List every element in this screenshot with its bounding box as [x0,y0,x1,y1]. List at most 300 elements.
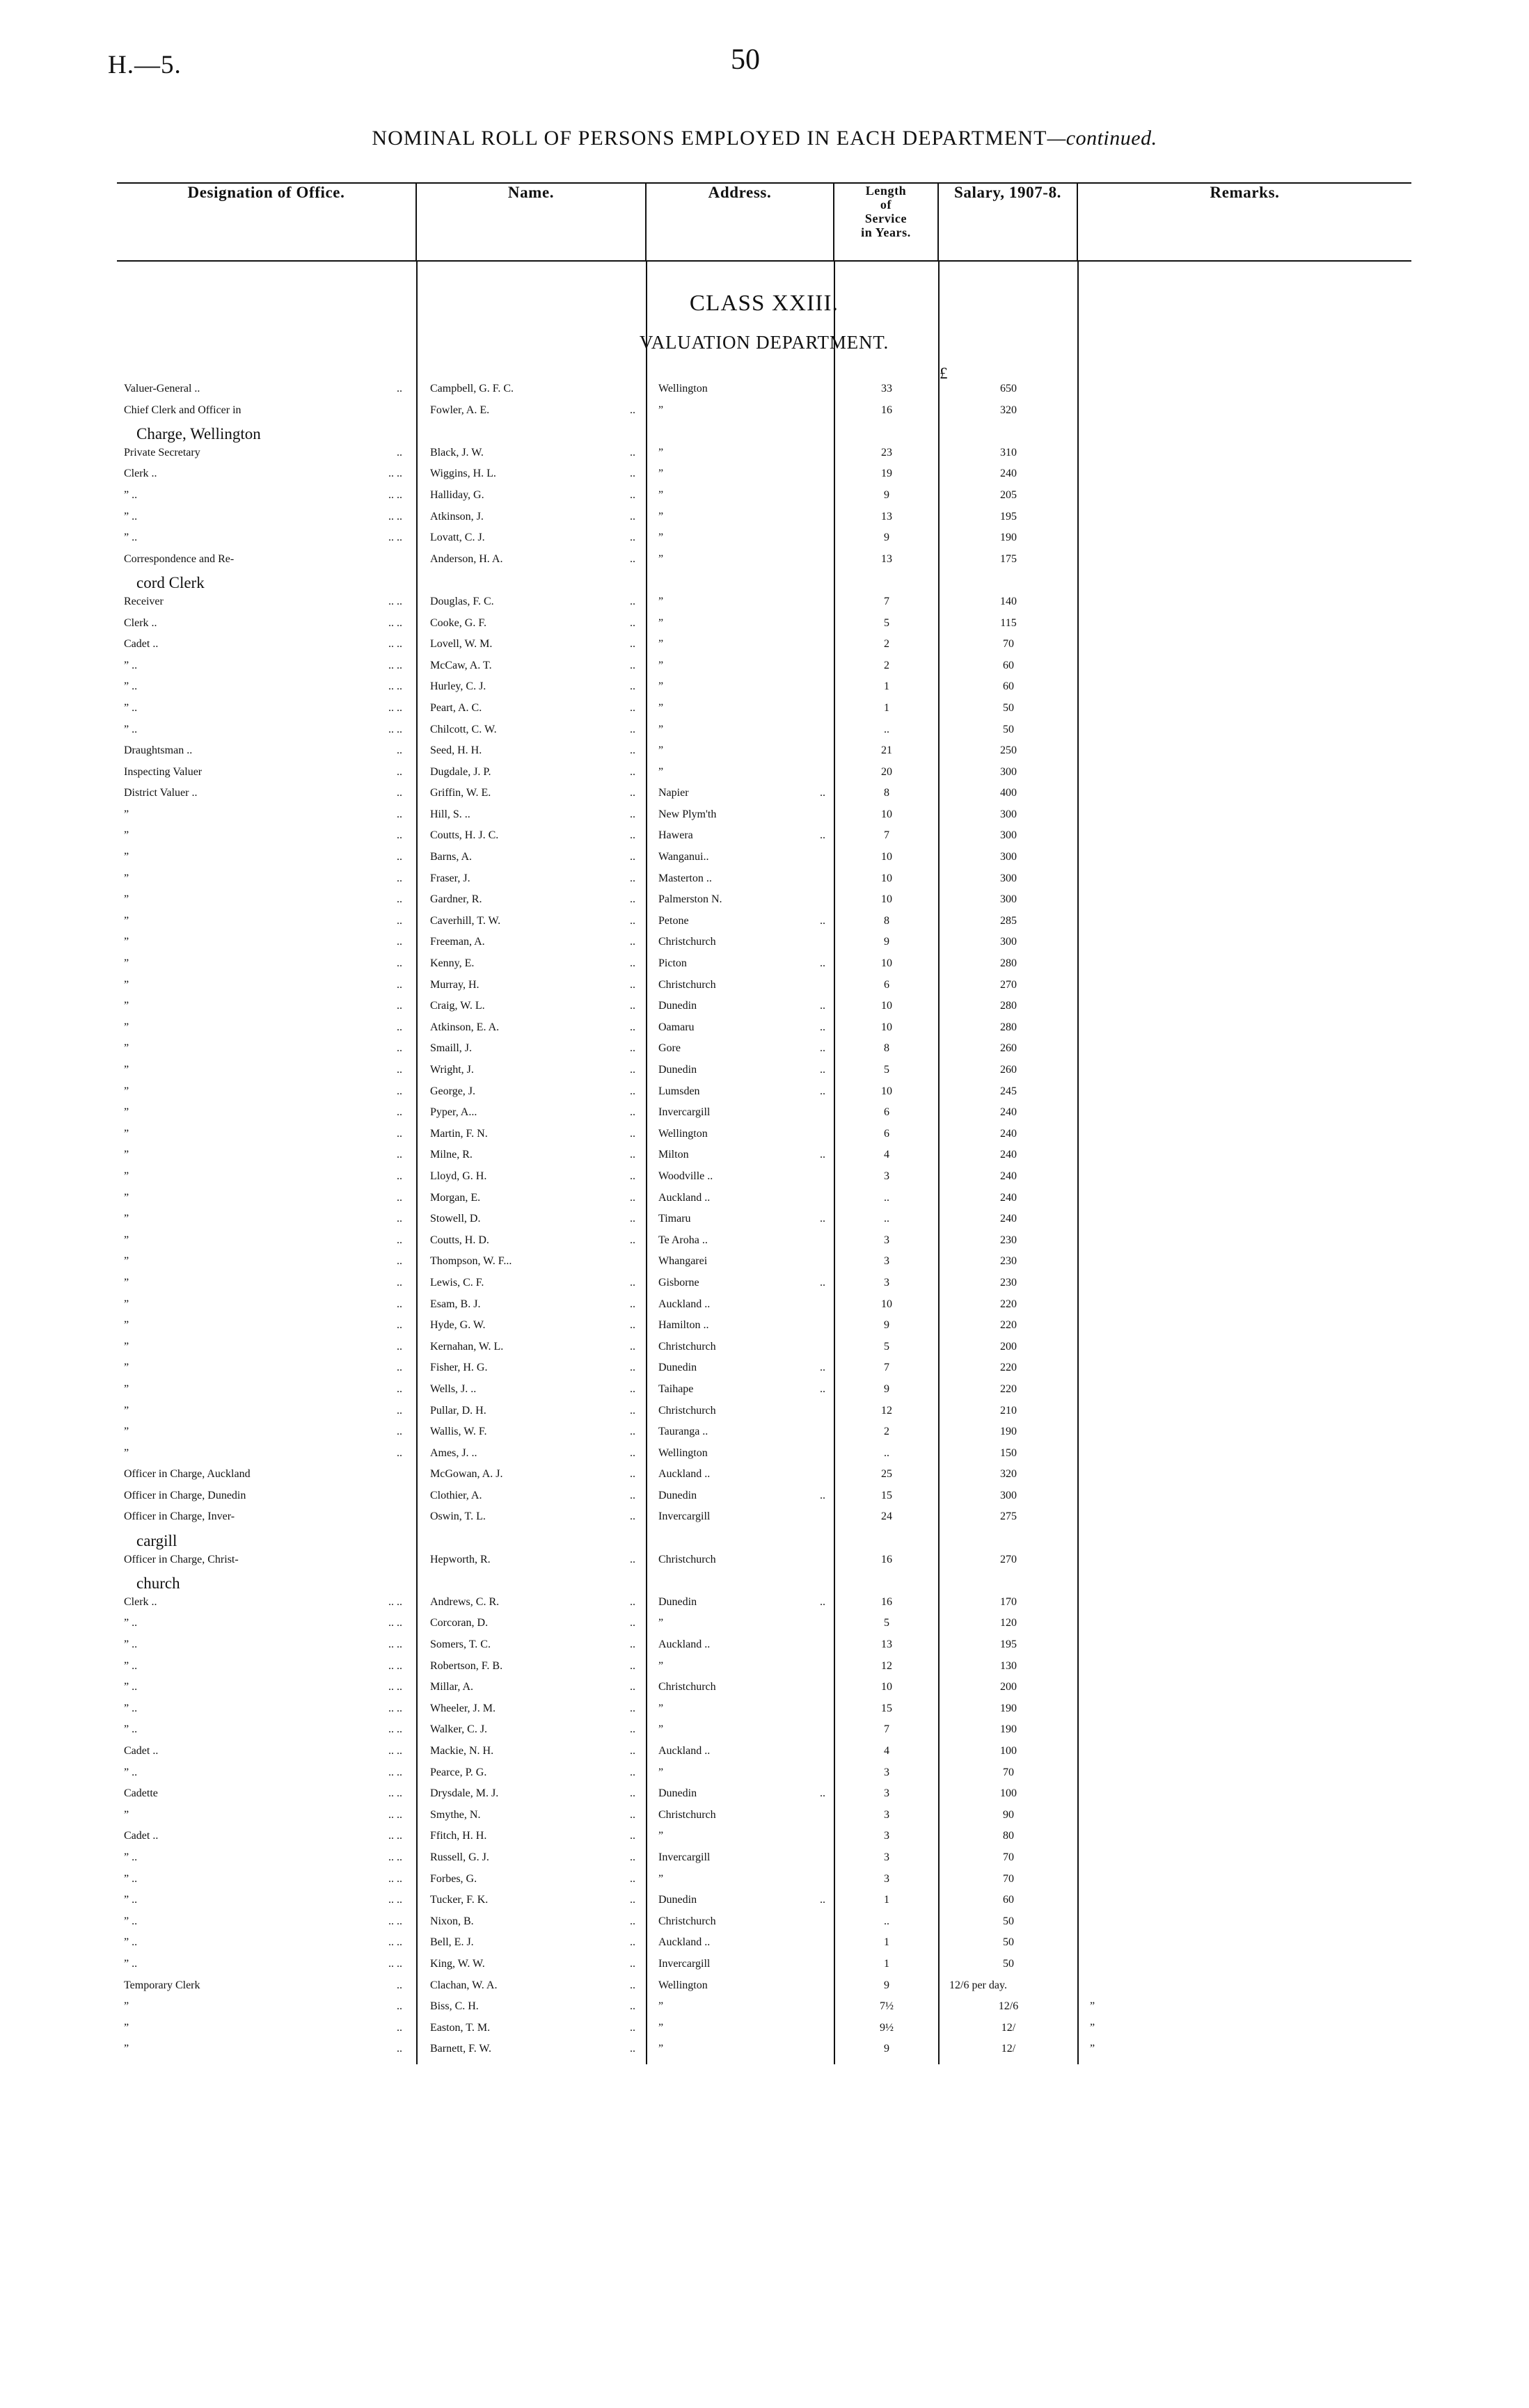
cell-salary: 190 [938,1723,1077,1736]
name-leader-dots: .. [630,851,635,863]
cell-designation [117,489,416,502]
name-leader-dots: .. [630,1362,635,1374]
cell-name [416,1128,646,1140]
table-row [117,447,1411,468]
cell-name [416,1873,646,1885]
designation-text: ” .. [124,532,138,544]
designation-text: ” [124,851,129,863]
name-text: Mackie, N. H. [430,1745,494,1757]
name-leader-dots: .. [630,638,635,651]
table-row [117,915,1411,936]
cell-name [416,1596,646,1609]
name-leader-dots: .. [630,1787,635,1800]
name-leader-dots: .. [630,488,635,501]
cell-designation [117,404,416,417]
name-leader-dots: .. [630,616,635,629]
designation-text: ” [124,2021,129,2034]
designation-leader-dots: .. [397,1042,402,1055]
designation-leader-dots: .. .. [388,1851,402,1863]
service-head-line3: Service [864,212,908,226]
address-leader-dots: .. [820,1149,825,1161]
cell-salary: 245 [938,1085,1077,1098]
cell-address [646,1851,834,1864]
cell-salary: 100 [938,1745,1077,1757]
address-text: Oamaru [658,1021,695,1033]
cell-salary: 280 [938,957,1077,970]
address-text: ” [658,2000,664,2013]
cell-remarks: ” [1077,2022,1411,2034]
name-text: Barns, A. [430,851,472,863]
name-text: Milne, R. [430,1149,473,1161]
table-row [117,1979,1411,2001]
cell-address [646,1085,834,1098]
designation-text: ” [124,1106,129,1119]
cell-salary: 300 [938,829,1077,842]
table-row [117,1128,1411,1149]
cell-salary: 190 [938,1703,1077,1715]
cell-designation [117,979,416,991]
cell-designation [117,1660,416,1673]
cell-service-years: 1 [834,702,938,715]
address-text: Hamilton .. [658,1319,709,1332]
designation-leader-dots: .. [397,2021,402,2034]
cell-designation [117,2043,416,2055]
cell-designation [117,766,416,779]
address-leader-dots: .. [820,1276,825,1289]
cell-service-years: 3 [834,1830,938,1842]
table-row [117,702,1411,724]
cell-address [646,1277,834,1289]
name-leader-dots: .. [630,1426,635,1438]
cell-service-years: 13 [834,553,938,566]
cell-salary: 270 [938,979,1077,991]
cell-designation [117,1809,416,1821]
name-leader-dots: .. [630,1404,635,1417]
table-row [117,1383,1411,1405]
address-text: Hawera [658,829,693,842]
designation-leader-dots: .. [397,1426,402,1438]
address-leader-dots: .. [820,1362,825,1374]
cell-designation [117,468,416,480]
cell-salary: 300 [938,1490,1077,1502]
address-leader-dots: .. [820,1595,825,1608]
designation-leader-dots: .. [397,1085,402,1097]
designation-leader-dots: .. .. [388,488,402,501]
cell-designation [117,1106,416,1119]
column-header-service [834,183,938,261]
address-leader-dots: .. [820,829,825,842]
cell-name [416,2043,646,2055]
table-row [117,1405,1411,1426]
name-leader-dots: .. [630,1936,635,1949]
cell-address [646,702,834,715]
cell-name [416,1341,646,1353]
table-row [117,1000,1411,1021]
cell-name [416,851,646,863]
designation-leader-dots: .. [397,1276,402,1289]
designation-leader-dots: .. .. [388,1723,402,1736]
address-text: Auckland .. [658,1468,711,1481]
name-text: Ames, J. .. [430,1446,477,1459]
designation-leader-dots: .. .. [388,701,402,714]
table-row [117,468,1411,489]
cell-address [646,1149,834,1161]
cell-name [416,532,646,544]
cell-designation [117,1085,416,1098]
name-text: Coutts, H. D. [430,1234,489,1246]
address-text: ” [658,1723,664,1736]
cell-service-years: 9 [834,1319,938,1332]
cell-name [416,2022,646,2034]
cell-name [416,1638,646,1651]
cell-salary: 240 [938,1170,1077,1183]
address-text: Auckland .. [658,1936,711,1949]
address-text: Timaru [658,1213,691,1225]
cell-salary: 50 [938,724,1077,736]
name-text: Douglas, F. C. [430,595,494,607]
table-row [117,1426,1411,1447]
name-text: Oswin, T. L. [430,1510,486,1523]
cell-address [646,1490,834,1502]
designation-text: ” .. [124,1681,138,1693]
nominal-roll-table [117,182,1411,2064]
designation-text: ” .. [124,488,138,501]
cell-salary: 100 [938,1787,1077,1800]
designation-text: ” [124,1404,129,1417]
cell-service-years: 8 [834,787,938,799]
cell-service-years: 10 [834,893,938,906]
name-text: Esam, B. J. [430,1298,481,1310]
name-leader-dots: .. [630,510,635,523]
cell-designation [117,680,416,693]
designation-leader-dots: .. .. [388,1830,402,1842]
cell-service-years: 3 [834,1873,938,1885]
name-leader-dots: .. [630,957,635,970]
designation-leader-dots: .. [397,1255,402,1268]
designation-text: ” [124,978,129,991]
cell-salary: 70 [938,1873,1077,1885]
address-text: Gisborne [658,1276,699,1289]
table-row [117,1767,1411,1788]
cell-designation [117,1681,416,1693]
cell-service-years: 16 [834,1554,938,1566]
cell-address [646,1809,834,1821]
cell-designation [117,553,416,566]
name-leader-dots: .. [630,1042,635,1055]
designation-text: ” [124,1255,129,1268]
name-leader-dots: .. [630,765,635,778]
designation-leader-dots: .. [397,851,402,863]
cell-address [646,1596,834,1609]
designation-text: Correspondence and Re- [124,552,235,565]
cell-service-years: 12 [834,1405,938,1417]
name-text: Nixon, B. [430,1915,474,1927]
name-text: Pyper, A... [430,1106,477,1119]
cell-designation [117,1341,416,1353]
table-row [117,532,1411,553]
column-header-salary: Salary, 1907-8. [938,183,1077,261]
cell-designation [117,1915,416,1928]
name-leader-dots: .. [630,1510,635,1523]
cell-address [646,1915,834,1928]
address-text: Auckland .. [658,1638,711,1651]
designation-leader-dots: .. [397,2043,402,2055]
name-text: Hill, S. .. [430,808,470,820]
cell-address [646,2022,834,2034]
cell-name [416,1021,646,1034]
designation-leader-dots: .. [397,744,402,757]
cell-service-years: 4 [834,1149,938,1161]
name-text: Kenny, E. [430,957,475,970]
cell-service-years: 21 [834,744,938,757]
cell-address [646,1660,834,1673]
address-text: Dunedin [658,1362,697,1374]
designation-text: ” .. [124,510,138,523]
cell-name [416,915,646,927]
cell-address [646,1703,834,1715]
cell-service-years: 10 [834,851,938,863]
roll-title [0,127,1529,150]
cell-name [416,787,646,799]
address-text: ” [658,468,664,480]
cell-address [646,1000,834,1012]
cell-service-years: 8 [834,915,938,927]
address-leader-dots: .. [820,1382,825,1395]
address-text: ” [658,404,664,416]
designation-leader-dots: .. [397,1362,402,1374]
roll-rows [117,383,1411,2064]
cell-name [416,468,646,480]
cell-address [646,851,834,863]
designation-text: ” [124,914,129,927]
table-row [117,1277,1411,1298]
column-header-remarks: Remarks. [1077,183,1411,261]
table-body-area [117,262,1411,2064]
cell-address [646,1426,834,1438]
cell-name [416,702,646,715]
cell-name [416,680,646,693]
table-row [117,1638,1411,1660]
cell-address [646,1468,834,1481]
designation-leader-dots: .. [397,808,402,820]
cell-salary: 220 [938,1383,1077,1396]
address-text: ” [658,1617,664,1629]
table-row [117,553,1411,575]
address-text: Wellington [658,383,708,394]
cell-service-years: 33 [834,383,938,395]
table-row [117,1064,1411,1085]
name-leader-dots: .. [630,2021,635,2034]
table-row [117,1106,1411,1128]
name-text: Coutts, H. J. C. [430,829,499,842]
designation-leader-dots: .. [397,765,402,778]
name-text: Atkinson, E. A. [430,1021,500,1033]
name-leader-dots: .. [630,1808,635,1821]
name-text: Tucker, F. K. [430,1894,489,1906]
cell-service-years: 7 [834,1362,938,1374]
address-text: Invercargill [658,1957,711,1970]
cell-designation [117,532,416,544]
address-text: ” [658,510,664,523]
cell-name [416,1447,646,1460]
cell-service-years: 3 [834,1234,938,1247]
cell-salary: 12/6 [938,2000,1077,2013]
address-text: Masterton .. [658,872,712,884]
cell-salary: 250 [938,744,1077,757]
name-leader-dots: .. [630,1021,635,1033]
table-row [117,1490,1411,1511]
cell-address [646,1192,834,1204]
designation-text: ” .. [124,1915,138,1927]
cell-address [646,404,834,417]
cell-service-years: 13 [834,511,938,523]
cell-name [416,1106,646,1119]
cell-salary: 170 [938,1596,1077,1609]
address-text: ” [658,680,664,693]
column-header-address: Address. [646,183,834,261]
designation-leader-dots: .. .. [388,1872,402,1885]
name-leader-dots: .. [630,701,635,714]
name-leader-dots: .. [630,532,635,544]
cell-salary: 320 [938,1468,1077,1481]
name-text: Freeman, A. [430,936,485,948]
cell-name [416,638,646,651]
name-leader-dots: .. [630,1234,635,1246]
cell-designation [117,1638,416,1651]
designation-leader-dots: .. .. [388,1808,402,1821]
address-text: Invercargill [658,1510,711,1523]
designation-text: ” [124,2000,129,2013]
address-leader-dots: .. [820,1042,825,1055]
address-text: Dunedin [658,1787,697,1800]
cell-address [646,1723,834,1736]
cell-name [416,1894,646,1906]
cell-designation [117,1851,416,1864]
cell-service-years: 10 [834,1021,938,1034]
cell-designation [117,893,416,906]
cell-service-years: .. [834,1213,938,1225]
name-text: Wells, J. .. [430,1382,477,1395]
cell-service-years: 6 [834,1128,938,1140]
name-leader-dots: .. [630,2043,635,2055]
cell-designation [117,1192,416,1204]
cell-salary: 200 [938,1681,1077,1693]
name-text: Clachan, W. A. [430,1979,498,1991]
designation-leader-dots: .. .. [388,1766,402,1778]
designation-leader-dots: .. [397,1234,402,1246]
cell-designation [117,1319,416,1332]
name-text: Seed, H. H. [430,744,482,757]
address-leader-dots: .. [820,1021,825,1033]
name-text: George, J. [430,1085,476,1097]
cell-salary: 650 [938,383,1077,395]
name-text: Atkinson, J. [430,510,484,523]
cell-address [646,787,834,799]
name-text: Biss, C. H. [430,2000,479,2013]
cell-salary: 50 [938,1936,1077,1949]
cell-salary: 70 [938,638,1077,651]
name-leader-dots: .. [630,936,635,948]
designation-text: ” [124,1191,129,1204]
cell-address [646,1767,834,1779]
address-leader-dots: .. [820,1787,825,1800]
designation-leader-dots: .. [397,1979,402,1991]
address-text: Auckland .. [658,1298,711,1310]
name-leader-dots: .. [630,1872,635,1885]
table-row [117,787,1411,808]
address-text: Christchurch [658,978,716,991]
cell-service-years: 2 [834,638,938,651]
cell-designation [117,1064,416,1076]
cell-salary: 60 [938,1894,1077,1906]
name-leader-dots: .. [630,680,635,693]
name-leader-dots: .. [630,1851,635,1863]
cell-name [416,1064,646,1076]
cell-salary: 195 [938,1638,1077,1651]
name-text: Kernahan, W. L. [430,1340,504,1353]
cell-name [416,1958,646,1970]
designation-text: ” .. [124,1766,138,1778]
cell-address [646,1936,834,1949]
cell-designation [117,617,416,630]
cell-service-years: 3 [834,1767,938,1779]
name-leader-dots: .. [630,893,635,906]
cell-name [416,596,646,608]
cell-salary: 285 [938,915,1077,927]
cell-name [416,1936,646,1949]
cell-name [416,1085,646,1098]
cell-service-years: 7 [834,1723,938,1736]
table-row [117,1809,1411,1831]
cell-name [416,1915,646,1928]
designation-text: ” [124,2043,129,2055]
cell-designation [117,702,416,715]
designation-text: ” [124,1446,129,1459]
table-row [117,1787,1411,1809]
name-text: Walker, C. J. [430,1723,488,1736]
name-leader-dots: .. [630,1340,635,1353]
designation-text: Cadette [124,1787,158,1800]
address-leader-dots: .. [820,957,825,970]
cell-service-years: 5 [834,1341,938,1353]
name-text: Pearce, P. G. [430,1766,487,1778]
name-leader-dots: .. [630,404,635,416]
cell-name [416,511,646,523]
cell-salary: 300 [938,936,1077,948]
cell-salary: 210 [938,1405,1077,1417]
cell-address [646,1787,834,1800]
designation-leader-dots: .. [397,1170,402,1182]
address-text: Dunedin [658,1064,697,1076]
cell-designation [117,1703,416,1715]
designation-text: District Valuer .. [124,787,198,799]
cell-address [646,638,834,651]
cell-name [416,447,646,459]
cell-name [416,553,646,566]
address-text: Christchurch [658,1681,716,1693]
cell-salary: 90 [938,1809,1077,1821]
address-text: ” [658,638,664,651]
cell-salary: 50 [938,702,1077,715]
cell-designation [117,1554,416,1566]
name-text: King, W. W. [430,1957,485,1970]
designation-text: Cadet .. [124,1830,159,1842]
cell-designation [117,1128,416,1140]
cell-name [416,1660,646,1673]
cell-salary: 230 [938,1234,1077,1247]
table-row [117,1149,1411,1170]
designation-leader-dots: .. [397,1446,402,1459]
